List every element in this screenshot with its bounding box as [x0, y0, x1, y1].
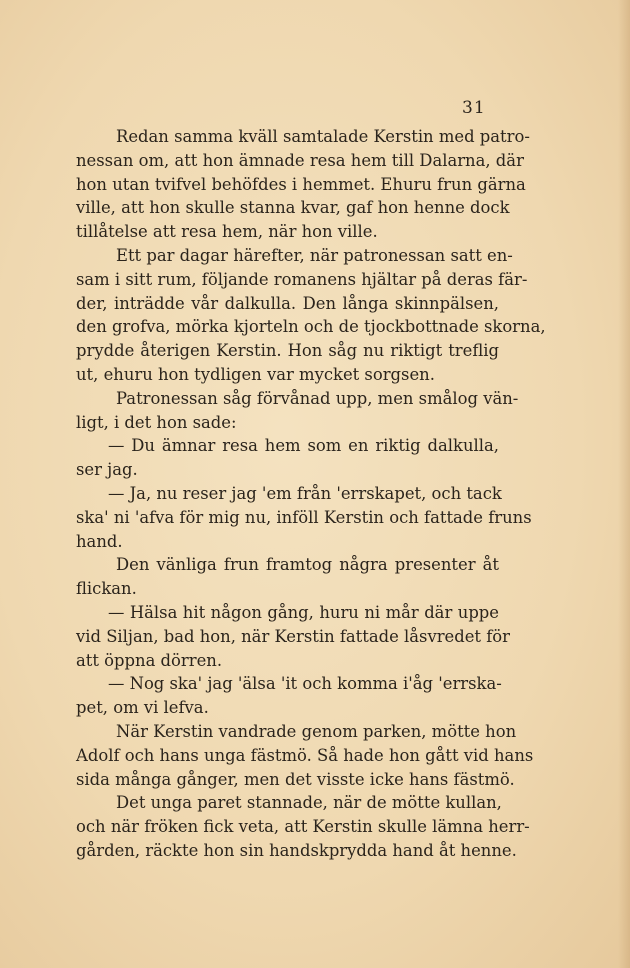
paragraph: [76, 720, 534, 791]
paragraph: [76, 553, 499, 601]
text-line: ser jag.: [76, 460, 138, 480]
body-text: [76, 125, 546, 863]
text-line: prydde återigen Kerstin. Hon såg nu riktigt treflig: [76, 341, 499, 361]
text-line: Det unga paret stannade, när de mötte kullan,: [116, 793, 502, 813]
text-line: När Kerstin vandrade genom parken, mötte hon: [116, 721, 517, 741]
text-line: sida många gånger, men det visste icke hans fästmö.: [76, 769, 515, 789]
text-line: flickan.: [76, 579, 137, 599]
paragraph: [76, 791, 530, 862]
text-line: att öppna dörren.: [76, 650, 223, 670]
text-line: nessan om, att hon ämnade resa hem till Dalarna, där: [76, 150, 524, 170]
text-line: — Ja, nu reser jag 'em från 'errskapet, och tack: [108, 483, 502, 503]
text-line: — Nog ska' jag 'älsa 'it och komma i'åg 'errska-: [108, 674, 502, 694]
paragraph: [76, 387, 519, 435]
paragraph: [76, 125, 530, 244]
page-number: 31: [462, 98, 486, 118]
paragraph: [76, 601, 510, 672]
paragraph: [76, 244, 546, 387]
text-line: hon utan tvifvel behöfdes i hemmet. Ehuru frun gärna: [76, 174, 526, 194]
text-line: ville, att hon skulle stanna kvar, gaf hon henne dock: [76, 198, 510, 218]
text-line: pet, om vi lefva.: [76, 698, 209, 718]
text-line: Ett par dagar härefter, när patronessan satt en-: [116, 245, 513, 265]
text-line: gården, räckte hon sin handskprydda hand åt henne.: [76, 840, 517, 860]
paragraph: [76, 434, 499, 482]
text-line: der, inträdde vår dalkulla. Den långa skinnpälsen,: [76, 293, 499, 313]
text-line: den grofva, mörka kjorteln och de tjockbottnade skorna,: [76, 317, 546, 337]
text-line: Adolf och hans unga fästmö. Så hade hon gått vid hans: [76, 745, 534, 765]
text-line: ligt, i det hon sade:: [76, 412, 237, 432]
text-line: vid Siljan, bad hon, när Kerstin fattade låsvredet för: [76, 626, 510, 646]
text-line: hand.: [76, 531, 123, 551]
text-line: tillåtelse att resa hem, när hon ville.: [76, 222, 378, 242]
page-edge-shadow: [618, 0, 630, 968]
text-line: Den vänliga frun framtog några presenter åt: [116, 555, 499, 575]
paragraph: [76, 672, 502, 720]
text-line: sam i sitt rum, följande romanens hjältar på deras fär-: [76, 269, 528, 289]
text-line: ut, ehuru hon tydligen var mycket sorgsen.: [76, 364, 435, 384]
text-line: — Hälsa hit någon gång, huru ni mår där uppe: [108, 602, 499, 622]
paragraph: [76, 482, 532, 553]
text-line: ska' ni 'afva för mig nu, inföll Kerstin och fattade fruns: [76, 507, 532, 527]
text-line: Patronessan såg förvånad upp, men smålog vän-: [116, 388, 519, 408]
text-line: — Du ämnar resa hem som en riktig dalkulla,: [108, 436, 499, 456]
text-line: och när fröken fick veta, att Kerstin skulle lämna herr-: [76, 817, 530, 837]
text-line: Redan samma kväll samtalade Kerstin med patro-: [116, 127, 530, 146]
